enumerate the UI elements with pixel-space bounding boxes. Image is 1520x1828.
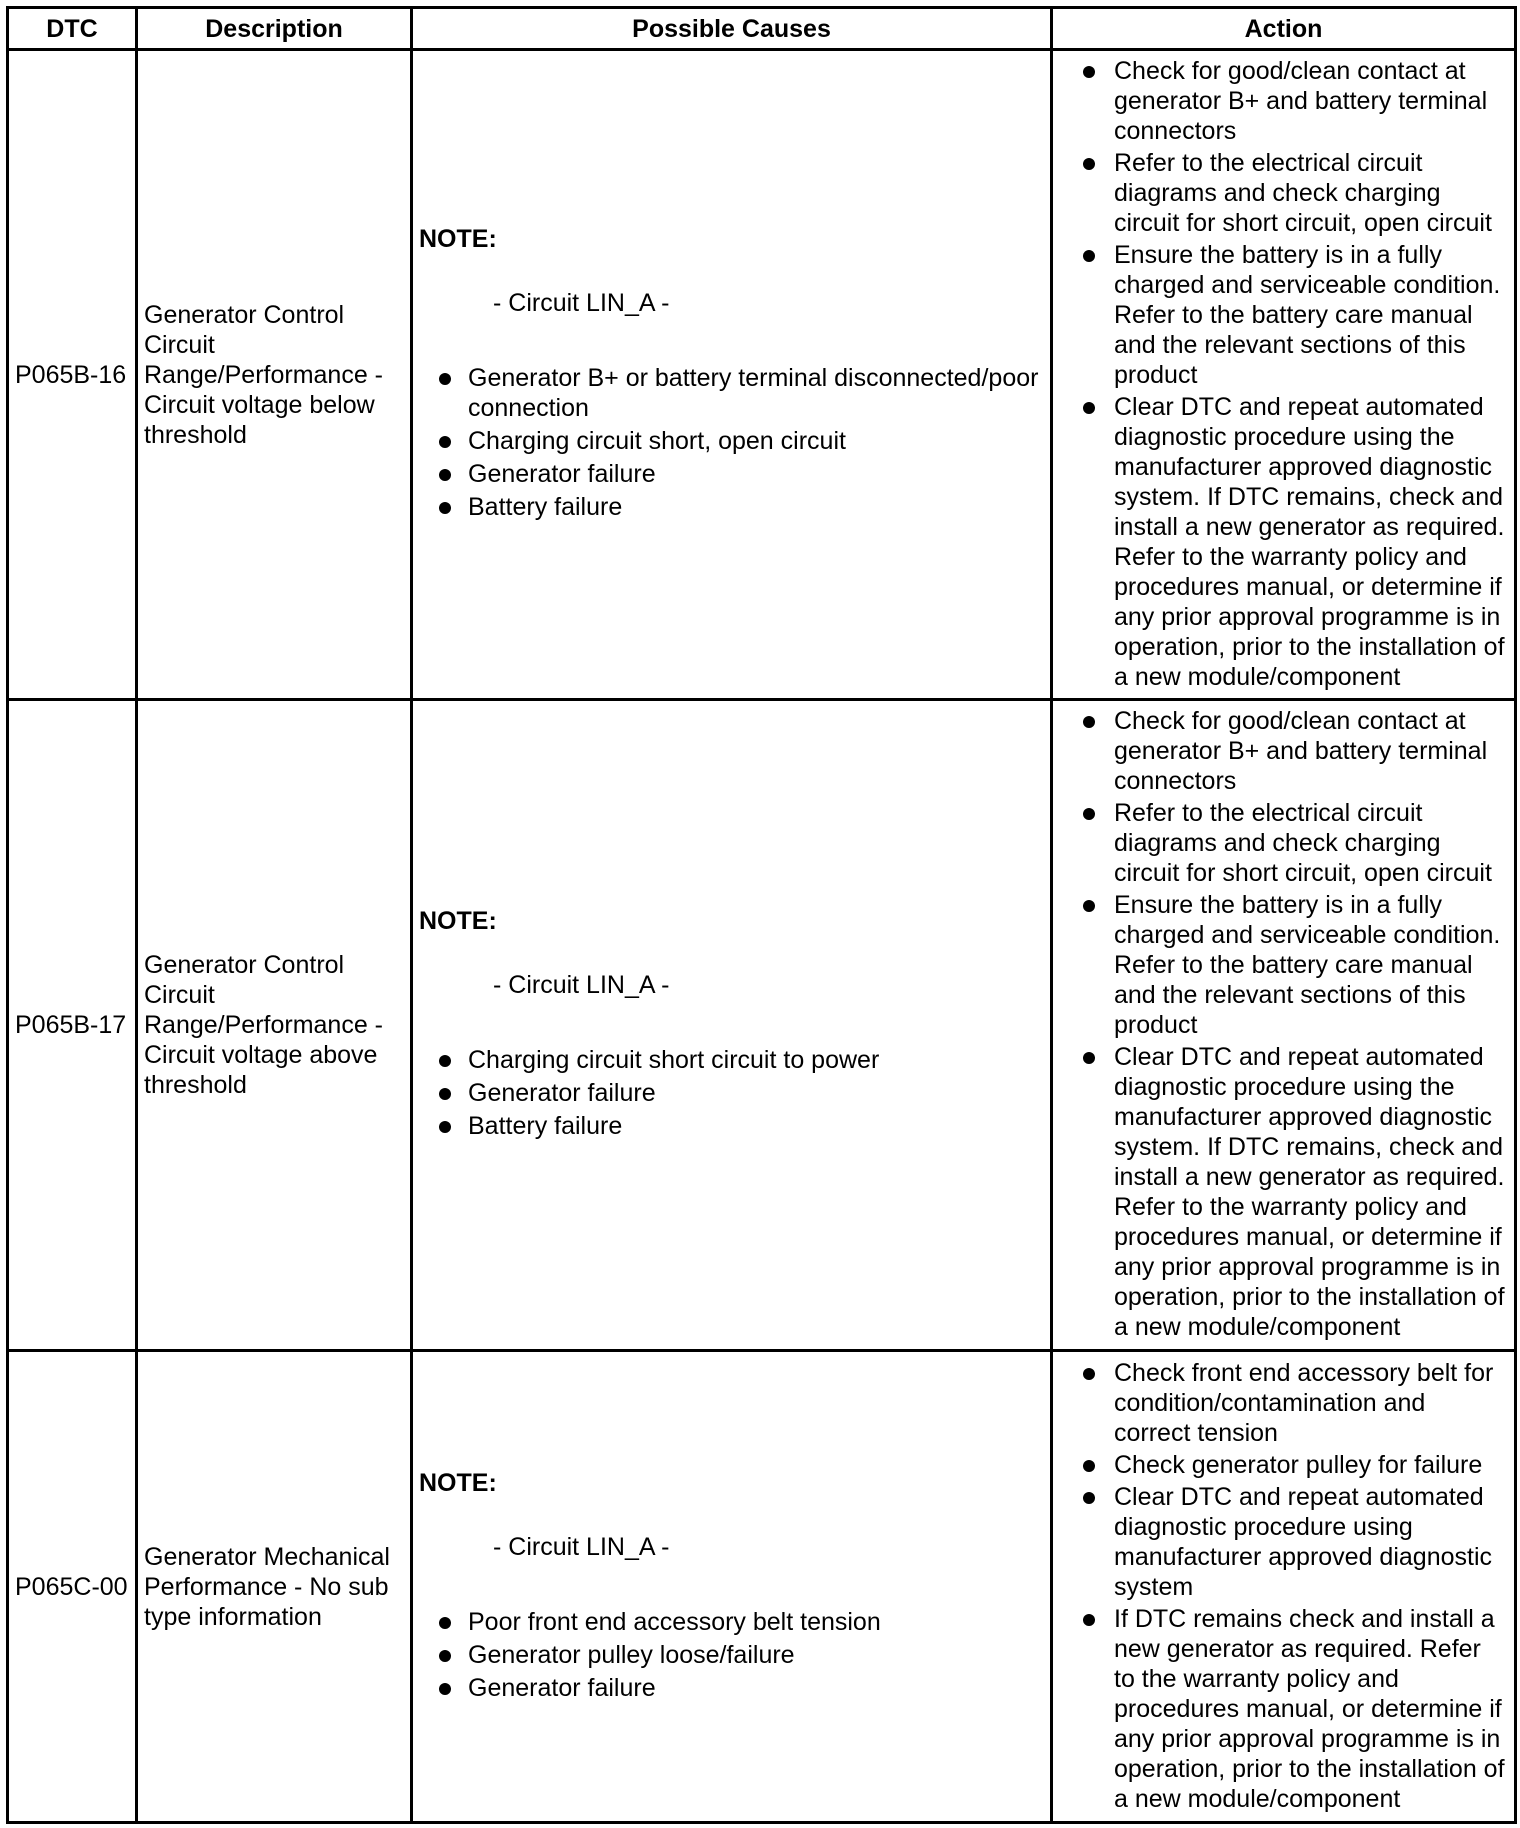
table-row bbox=[8, 700, 1516, 1351]
bullet-icon bbox=[1083, 808, 1095, 820]
dtc-code: P065B-16 bbox=[8, 50, 137, 700]
action-list bbox=[1059, 706, 1508, 1342]
possible-causes-cell bbox=[412, 50, 1052, 700]
bullet-icon bbox=[439, 502, 451, 514]
possible-causes-cell bbox=[412, 700, 1052, 1351]
bullet-icon bbox=[1083, 1614, 1095, 1626]
list-item: Refer to the electrical circuit diagrams and check charging circuit for short circuit, open circuit bbox=[1059, 798, 1508, 888]
dtc-description: Generator Control Circuit Range/Performance - Circuit voltage below threshold bbox=[137, 50, 412, 700]
header-description: Description bbox=[137, 8, 412, 50]
list-item: Charging circuit short, open circuit bbox=[419, 426, 1044, 456]
bullet-icon bbox=[439, 1617, 451, 1629]
list-item: Battery failure bbox=[419, 492, 1044, 522]
bullet-icon bbox=[1083, 402, 1095, 414]
dtc-code: P065C-00 bbox=[8, 1351, 137, 1823]
bullet-icon bbox=[1083, 1368, 1095, 1380]
action-list bbox=[1059, 56, 1508, 692]
list-item: Poor front end accessory belt tension bbox=[419, 1607, 1044, 1637]
bullet-icon bbox=[1083, 250, 1095, 262]
bullet-icon bbox=[439, 1088, 451, 1100]
action-list bbox=[1059, 1358, 1508, 1814]
bullet-icon bbox=[439, 436, 451, 448]
bullet-icon bbox=[439, 373, 451, 385]
header-possible-causes: Possible Causes bbox=[412, 8, 1052, 50]
header-row bbox=[8, 8, 1516, 50]
list-item: Ensure the battery is in a fully charged and serviceable condition. Refer to the battery care manual and the relevant sections of this product bbox=[1059, 240, 1508, 390]
bullet-icon bbox=[1083, 1460, 1095, 1472]
note-label: NOTE: bbox=[419, 225, 497, 253]
bullet-icon bbox=[439, 1055, 451, 1067]
list-item: Check for good/clean contact at generator B+ and battery terminal connectors bbox=[1059, 706, 1508, 796]
bullet-icon bbox=[1083, 1492, 1095, 1504]
action-cell bbox=[1052, 50, 1516, 700]
list-item: Check front end accessory belt for condition/contamination and correct tension bbox=[1059, 1358, 1508, 1448]
dtc-description: Generator Mechanical Performance - No sub type information bbox=[137, 1351, 412, 1823]
bullet-icon bbox=[1083, 716, 1095, 728]
list-item: Clear DTC and repeat automated diagnostic procedure using the manufacturer approved diagnostic system. If DTC remains, check and install a new generator as required. Refer to the warranty policy and procedures manual, or determine if any prior approval programme is in operation, prior to the installation of a new module/component bbox=[1059, 392, 1508, 692]
header-action: Action bbox=[1052, 8, 1516, 50]
possible-causes-cell bbox=[412, 1351, 1052, 1823]
list-item: Clear DTC and repeat automated diagnostic procedure using manufacturer approved diagnostic system bbox=[1059, 1482, 1508, 1602]
action-cell bbox=[1052, 1351, 1516, 1823]
bullet-icon bbox=[1083, 1052, 1095, 1064]
bullet-icon bbox=[439, 1650, 451, 1662]
table-row bbox=[8, 50, 1516, 700]
list-item: Generator failure bbox=[419, 1673, 1044, 1703]
list-item: Check generator pulley for failure bbox=[1059, 1450, 1508, 1480]
circuit-label: - Circuit LIN_A - bbox=[493, 289, 670, 317]
table-row bbox=[8, 1351, 1516, 1823]
list-item: Generator pulley loose/failure bbox=[419, 1640, 1044, 1670]
note-label: NOTE: bbox=[419, 1468, 497, 1497]
bullet-icon bbox=[439, 1683, 451, 1695]
list-item: Check for good/clean contact at generator B+ and battery terminal connectors bbox=[1059, 56, 1508, 146]
dtc-document bbox=[6, 6, 1514, 1821]
list-item: Battery failure bbox=[419, 1111, 1044, 1141]
list-item: Generator B+ or battery terminal disconnected/poor connection bbox=[419, 363, 1044, 423]
header-dtc: DTC bbox=[8, 8, 137, 50]
note-label: NOTE: bbox=[419, 907, 497, 935]
list-item: Generator failure bbox=[419, 459, 1044, 489]
causes-list bbox=[419, 1607, 1044, 1703]
list-item: If DTC remains check and install a new generator as required. Refer to the warranty policy and procedures manual, or determine if any prior approval programme is in operation, prior to the installation of a new module/component bbox=[1059, 1604, 1508, 1814]
causes-list bbox=[419, 363, 1044, 522]
bullet-icon bbox=[439, 1121, 451, 1133]
causes-list bbox=[419, 1045, 1044, 1141]
dtc-table bbox=[6, 6, 1517, 1824]
list-item: Generator failure bbox=[419, 1078, 1044, 1108]
circuit-label: - Circuit LIN_A - bbox=[493, 971, 670, 999]
list-item: Refer to the electrical circuit diagrams and check charging circuit for short circuit, open circuit bbox=[1059, 148, 1508, 238]
dtc-description: Generator Control Circuit Range/Performance - Circuit voltage above threshold bbox=[137, 700, 412, 1351]
bullet-icon bbox=[1083, 66, 1095, 78]
list-item: Ensure the battery is in a fully charged and serviceable condition. Refer to the battery care manual and the relevant sections of this product bbox=[1059, 890, 1508, 1040]
circuit-label: - Circuit LIN_A - bbox=[493, 1532, 670, 1561]
bullet-icon bbox=[439, 469, 451, 481]
dtc-code: P065B-17 bbox=[8, 700, 137, 1351]
list-item: Charging circuit short circuit to power bbox=[419, 1045, 1044, 1075]
bullet-icon bbox=[1083, 158, 1095, 170]
bullet-icon bbox=[1083, 900, 1095, 912]
action-cell bbox=[1052, 700, 1516, 1351]
list-item: Clear DTC and repeat automated diagnostic procedure using the manufacturer approved diagnostic system. If DTC remains, check and install a new generator as required. Refer to the warranty policy and procedures manual, or determine if any prior approval programme is in operation, prior to the installation of a new module/component bbox=[1059, 1042, 1508, 1342]
